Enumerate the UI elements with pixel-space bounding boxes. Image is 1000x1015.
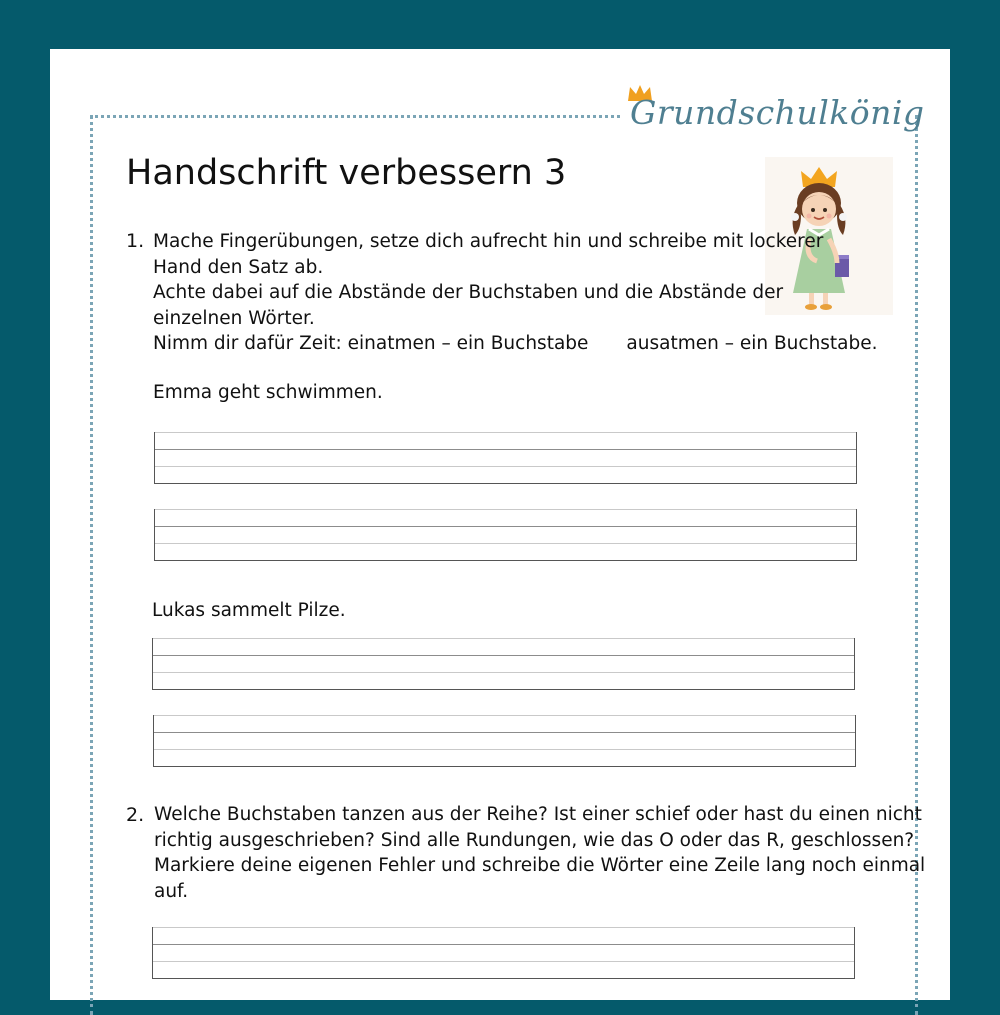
dotted-frame-top [90, 115, 620, 118]
task2-line: Welche Buchstaben tanzen aus der Reihe? Ist einer schief oder hast du einen nicht [154, 804, 922, 825]
task1-number: 1. [126, 230, 145, 252]
task1-line: Achte dabei auf die Abstände der Buchstaben und die Abstände der [153, 282, 784, 303]
task1-line: Hand den Satz ab. [153, 256, 324, 278]
task1-instructions [153, 229, 878, 357]
breath-out-text: ausatmen – ein Buchstabe. [626, 333, 878, 354]
writing-lines[interactable] [152, 638, 855, 690]
task2-instructions [154, 802, 925, 904]
sentence-lukas: Lukas sammelt Pilze. [152, 600, 346, 621]
task1-line: Mache Fingerübungen, setze dich aufrecht hin und schreibe mit lockerer [153, 231, 824, 252]
task1-breath-line [153, 331, 878, 357]
task2-number: 2. [126, 804, 145, 826]
brand-logo: Grundschulkönig [630, 93, 925, 132]
task2-line: richtig ausgeschrieben? Sind alle Rundungen, wie das O oder das R, geschlossen? [154, 829, 915, 851]
writing-lines[interactable] [154, 509, 857, 561]
sentence-emma: Emma geht schwimmen. [153, 382, 383, 403]
writing-lines[interactable] [152, 927, 855, 979]
writing-lines[interactable] [154, 432, 857, 484]
breath-in-text: Nimm dir dafür Zeit: einatmen – ein Buchstabe [153, 333, 589, 354]
worksheet-title: Handschrift verbessern 3 [126, 153, 567, 193]
writing-lines[interactable] [153, 715, 856, 767]
task2-line: Markiere deine eigenen Fehler und schreibe die Wörter eine Zeile lang noch einmal [154, 855, 926, 876]
task1-line: einzelnen Wörter. [153, 307, 315, 329]
task2-line: auf. [154, 880, 189, 902]
worksheet-page [50, 49, 950, 1000]
